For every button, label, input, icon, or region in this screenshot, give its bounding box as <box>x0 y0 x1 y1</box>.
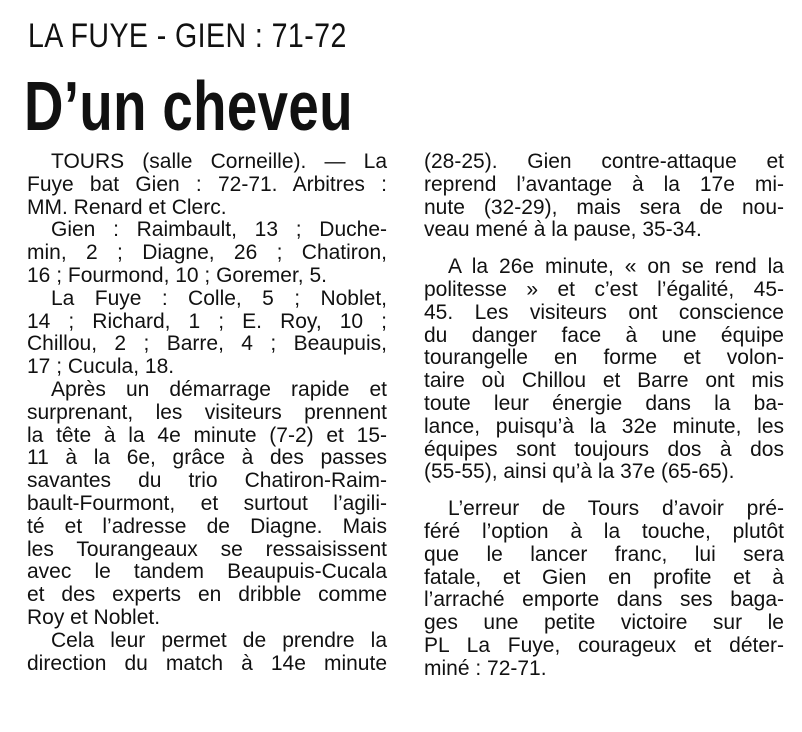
paragraph-gap <box>424 484 784 498</box>
text-line: reprend l’avantage à la 17e mi- <box>424 172 784 196</box>
text-line: min, 2 ; Diagne, 26 ; Chatiron, <box>27 241 387 265</box>
text-line: 45. Les visiteurs ont conscience <box>424 300 784 324</box>
text-line: 17 ; Cucula, 18. <box>27 355 175 379</box>
text-line: 14 ; Richard, 1 ; E. Roy, 10 ; <box>27 309 387 333</box>
article-column-left <box>27 151 387 675</box>
text-line: nute (32-29), mais sera de nou- <box>424 195 784 219</box>
text-line: du danger face à une équipe <box>424 323 784 347</box>
text-line: politesse » et c’est l’égalité, 45- <box>424 277 784 301</box>
text-line: féré l’option à la touche, plutôt <box>424 519 784 543</box>
text-line: que le lancer franc, lui sera <box>424 542 784 566</box>
text-line: les Tourangeaux se ressaisissent <box>27 537 387 561</box>
text-line: 11 à la 6e, grâce à des passes <box>27 446 387 470</box>
text-line: Après un démarrage rapide et <box>51 377 387 401</box>
text-line: 16 ; Fourmond, 10 ; Goremer, 5. <box>27 263 327 287</box>
text-line: lance, puisqu’à la 32e minute, les <box>424 414 784 438</box>
text-line: bault-Fourmont, et surtout l’agili- <box>27 491 387 515</box>
text-line: fatale, et Gien en profite et à <box>424 565 784 589</box>
text-line: MM. Renard et Clerc. <box>27 195 227 219</box>
text-line: Cela leur permet de prendre la <box>51 628 387 652</box>
text-line: A la 26e minute, « on se rend la <box>448 255 784 279</box>
text-line: té et l’adresse de Diagne. Mais <box>27 514 387 538</box>
text-line: tourangelle en forme et volon- <box>424 346 784 370</box>
text-line: toute leur énergie dans la ba- <box>424 391 784 415</box>
text-line: miné : 72-71. <box>424 656 547 680</box>
text-line: (55-55), ainsi qu’à la 37e (65-65). <box>424 460 735 484</box>
text-line: La Fuye : Colle, 5 ; Noblet, <box>51 286 387 310</box>
text-line: surprenant, les visiteurs prennent <box>27 400 387 424</box>
text-line: (28-25). Gien contre-attaque et <box>424 150 784 173</box>
paragraph-gap <box>424 242 784 256</box>
text-line: direction du match à 14e minute <box>27 651 387 675</box>
text-line: L’erreur de Tours d’avoir pré- <box>448 497 784 521</box>
text-line: Roy et Noblet. <box>27 605 161 629</box>
text-line: PL La Fuye, courageux et déter- <box>424 633 784 657</box>
text-line: Gien : Raimbault, 13 ; Duche- <box>51 218 387 242</box>
text-line: avec le tandem Beaupuis-Cucala <box>27 560 387 584</box>
text-line: Chillou, 2 ; Barre, 4 ; Beaupuis, <box>27 332 387 356</box>
text-line: veau mené à la pause, 35-34. <box>424 218 702 242</box>
text-line: taire où Chillou et Barre ont mis <box>424 369 784 393</box>
text-line: équipes sont toujours dos à dos <box>424 437 784 461</box>
article-column-right <box>424 151 784 681</box>
text-line: Fuye bat Gien : 72-71. Arbitres : <box>27 172 387 196</box>
article-kicker: LA FUYE - GIEN : 71-72 <box>28 17 347 55</box>
text-line: savantes du trio Chatiron-Raim- <box>27 469 387 493</box>
article-headline: D’un cheveu <box>24 67 353 145</box>
text-line: et des experts en dribble comme <box>27 583 387 607</box>
text-line: TOURS (salle Corneille). — La <box>51 150 387 173</box>
text-line: ges une petite victoire sur le <box>424 611 784 635</box>
text-line: l’arraché emporte dans ses baga- <box>424 588 784 612</box>
text-line: la tête à la 4e minute (7-2) et 15- <box>27 423 387 447</box>
